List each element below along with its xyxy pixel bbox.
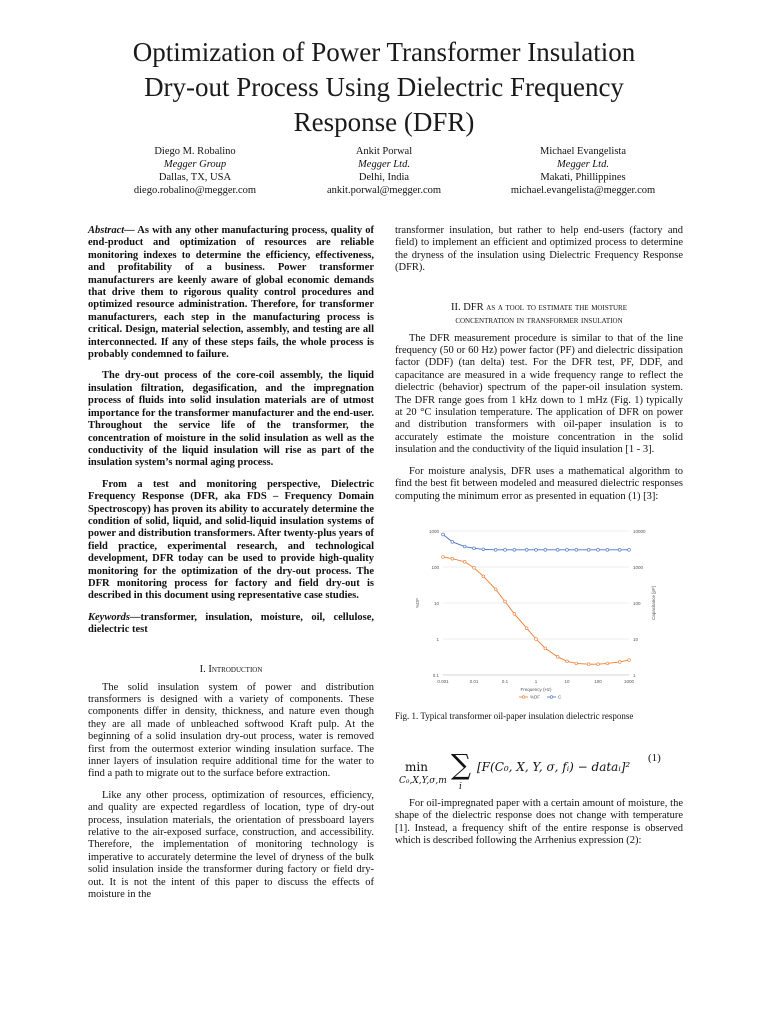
y-tick-label: 1000 xyxy=(428,528,439,534)
data-point xyxy=(473,547,476,550)
author-org: Megger Ltd. xyxy=(557,159,609,170)
keywords-text: —transformer, insulation, moisture, oil, cellulose, dielectric test xyxy=(88,611,374,636)
y2-tick-label: 10000 xyxy=(633,528,646,534)
dfr-paragraph-1: The DFR measurement procedure is similar to that of the line frequency (50 or 60 Hz) power factor (PF) and dielectric dissipation factor (DDF) (tan delta) test. For the DFR test, PF, DDF, and capacitance are measured in a wide frequency range to reflect the dielectric (behavior) spectrum of the paper-oil insulation system. The DFR range goes from 1 kHz down to 1 mHz (Fig. 1) typically at 20 °C insulation temperature. The application of DFR on power and distribution transformers with oil-paper insulation is to accurately estimate the moisture concentration in the solid insulation and the conductivity of the liquid insulation [1 - 3]. xyxy=(395,332,683,456)
title-line-2: Dry-out Process Using Dielectric Frequency xyxy=(144,72,624,102)
data-point xyxy=(473,566,476,569)
data-point xyxy=(544,548,547,551)
abstract-paragraph xyxy=(88,225,374,361)
intro-paragraph-2: Like any other process, optimization of resources, efficiency, and quality are expected regardless of location, type of dry-out process, insulation materials, the orientation of pressboard layers relative to the air-exposed surface, construction, and accessibility. Therefore, the implementation of monitoring technology is imperative to accurately determine the level of dryness of the bulk solid insulation inside the transformer during factory or field dry-out. It is not the intent of this paper to discuss the effects of moisture in the xyxy=(88,789,374,901)
author-location: Delhi, India xyxy=(358,172,410,183)
figure-1 xyxy=(407,525,665,707)
right-column xyxy=(395,225,683,848)
equation-sum-subscript: i xyxy=(459,781,462,792)
author-name: Diego M. Robalino xyxy=(154,146,236,157)
author-email: ankit.porwal@megger.com xyxy=(326,185,442,196)
data-point xyxy=(451,540,454,543)
abstract-paragraph-2: The dry-out process of the core-coil assembly, the liquid insulation filtration, degasification, and the impregnation process of fluids into solid insulation materials are of utmost importance for the transformer manufacturer and the end-user. Throughout the service life of the transformer, the concentration of moisture in the solid insulation as well as the conductivity of the liquid insulation will rise as part of the insulation system’s normal aging process. xyxy=(88,370,374,469)
figure-1-caption: Fig. 1. Typical transformer oil-paper insulation dielectric response xyxy=(395,710,634,721)
author-org: Megger Ltd. xyxy=(358,159,410,170)
data-point xyxy=(513,548,516,551)
keywords-paragraph xyxy=(88,612,374,637)
data-point xyxy=(463,545,466,548)
y-tick-label: 10 xyxy=(433,600,439,606)
data-point xyxy=(463,560,466,563)
data-point xyxy=(566,660,569,663)
data-point xyxy=(575,662,578,665)
author-location: Makati, Phillippines xyxy=(540,172,626,183)
author-org: Megger Group xyxy=(163,159,227,170)
data-point xyxy=(618,548,621,551)
data-point xyxy=(618,660,621,663)
data-point xyxy=(628,548,631,551)
data-point xyxy=(451,557,454,560)
x-tick-label: 0.01 xyxy=(469,678,479,684)
author-name: Michael Evangelista xyxy=(539,146,626,157)
data-point xyxy=(587,663,590,666)
y2-tick-label: 1 xyxy=(633,672,636,678)
legend-label: C xyxy=(558,694,562,700)
data-point xyxy=(442,533,445,536)
y-tick-label: 1 xyxy=(436,636,439,642)
equation-number: (1) xyxy=(648,751,661,764)
intro-paragraph-1: The solid insulation system of power and distribution transformers is designed with a variety of components. These components differ in density, thickness, and nature even though they are all made of unbleached softwood Kraft pulp. At the beginning of a solid insulation dry-out process, water is removed first from the outermost exterior winding insulation surface. The inner layers of insulation require additional time for the water to find a path to migrate out to the surface before extraction. xyxy=(88,681,374,780)
equation-body: [F(C₀, X, Y, σ, fᵢ) − dataᵢ]² xyxy=(477,759,631,774)
author-block-2 xyxy=(274,145,494,197)
dfr-chart xyxy=(407,525,665,707)
equation-min-subscript: C₀,X,Y,σ,m xyxy=(399,775,447,786)
author-block-1 xyxy=(85,145,305,197)
abstract-text: — As with any other manufacturing process, quality of end-product and optimization of resources are reliable monitoring indexes to determine the efficiency, effectiveness, and profitability of a business. Power transformer manufacturers are keenly aware of global economic demands that drive them to rigorous quality control procedures and optimized resource administration. Therefore, for transformer manufacturers, each step in the manufacturing process is critical. Design, material selection, assembly, and testing are all interconnected. If any of these steps fails, the whole process is probably condemned to failure. xyxy=(88,225,374,361)
data-point xyxy=(606,548,609,551)
keywords-label: Keywords xyxy=(88,611,130,623)
section-1-heading: I. Introduction xyxy=(199,663,263,675)
title-line-1: Optimization of Power Transformer Insulation xyxy=(132,37,636,67)
data-point xyxy=(587,548,590,551)
data-point xyxy=(535,638,538,641)
data-point xyxy=(535,548,538,551)
y-tick-label: 100 xyxy=(431,564,439,570)
data-point xyxy=(525,627,528,630)
author-block-3 xyxy=(473,145,693,197)
data-point xyxy=(525,548,528,551)
y2-tick-label: 100 xyxy=(633,600,641,606)
data-point xyxy=(494,548,497,551)
equation-1 xyxy=(395,748,683,798)
y2-axis-title: Capacitance [pF] xyxy=(651,585,656,620)
x-tick-label: 1000 xyxy=(623,678,635,684)
continuation-paragraph: transformer insulation, but rather to help end-users (factory and field) to implement an efficient and optimized process to determine the dryness of the insulation using Dielectric Frequency Response (DFR). xyxy=(395,225,683,274)
data-point xyxy=(544,647,547,650)
data-point xyxy=(504,600,507,603)
x-tick-label: 0.001 xyxy=(437,678,449,684)
y2-tick-label: 1000 xyxy=(633,564,644,570)
legend-label: %DF xyxy=(530,694,540,700)
data-point xyxy=(606,662,609,665)
data-point xyxy=(482,548,485,551)
author-name: Ankit Porwal xyxy=(355,146,413,157)
abstract-label: Abstract xyxy=(88,225,125,236)
abstract-paragraph-3: From a test and monitoring perspective, Dielectric Frequency Response (DFR, aka FDS – Frequency Domain Spectroscopy) has proven its ability to accurately determine the condition of solid, liquid, and solid-liquid insulation systems of power and distribution transformers. After twenty-plus years of field practice, experimental research, and technological development, DFR today can be used to provide high-quality monitoring for the optimization of the dry-out process. The DFR monitoring process for factory and field dry-out is described in this document using representative case studies. xyxy=(88,478,375,602)
x-tick-label: 0.1 xyxy=(501,678,509,684)
x-axis-title: Frequency (Hz) xyxy=(520,686,552,692)
left-column xyxy=(88,225,374,902)
y-tick-label: 0.1 xyxy=(432,672,439,678)
data-point xyxy=(556,548,559,551)
oil-paper-paragraph: For oil-impregnated paper with a certain amount of moisture, the shape of the dielectric response does not change with temperature [1]. Instead, a frequency shift of the entire response is observed which is described following the Arrhenius expression (2): xyxy=(395,797,683,847)
data-point xyxy=(494,588,497,591)
y-axis-title: %DF xyxy=(415,597,420,608)
data-point xyxy=(575,548,578,551)
author-location: Dallas, TX, USA xyxy=(158,172,232,183)
section-2-heading-line-1: II. DFR as a tool to estimate the moisture xyxy=(450,301,627,313)
y2-tick-label: 10 xyxy=(633,636,639,642)
data-point xyxy=(442,555,445,558)
author-email: diego.robalino@megger.com xyxy=(133,185,257,196)
x-tick-label: 10 xyxy=(564,678,570,684)
dfr-paragraph-2: For moisture analysis, DFR uses a mathematical algorithm to find the best fit between modeled and measured dielectric responses computing the minimum error as presented in equation (1) [3]: xyxy=(395,465,683,502)
title-line-3: Response (DFR) xyxy=(293,107,475,137)
data-point xyxy=(513,612,516,615)
section-2-heading-line-2: concentration in transformer insulation xyxy=(455,314,623,326)
data-point xyxy=(597,663,600,666)
paper-title xyxy=(60,35,708,140)
author-email: michael.evangelista@megger.com xyxy=(510,185,656,196)
x-tick-label: 1 xyxy=(534,678,538,684)
data-point xyxy=(628,659,631,662)
data-point xyxy=(504,548,507,551)
x-tick-label: 100 xyxy=(594,678,602,684)
equation-min: min xyxy=(405,759,428,774)
data-point xyxy=(556,655,559,658)
legend-marker xyxy=(550,696,553,699)
data-point xyxy=(482,575,485,578)
legend-marker xyxy=(522,696,525,699)
data-point xyxy=(597,548,600,551)
equation-sum-symbol: ∑ xyxy=(451,747,471,781)
data-point xyxy=(566,548,569,551)
